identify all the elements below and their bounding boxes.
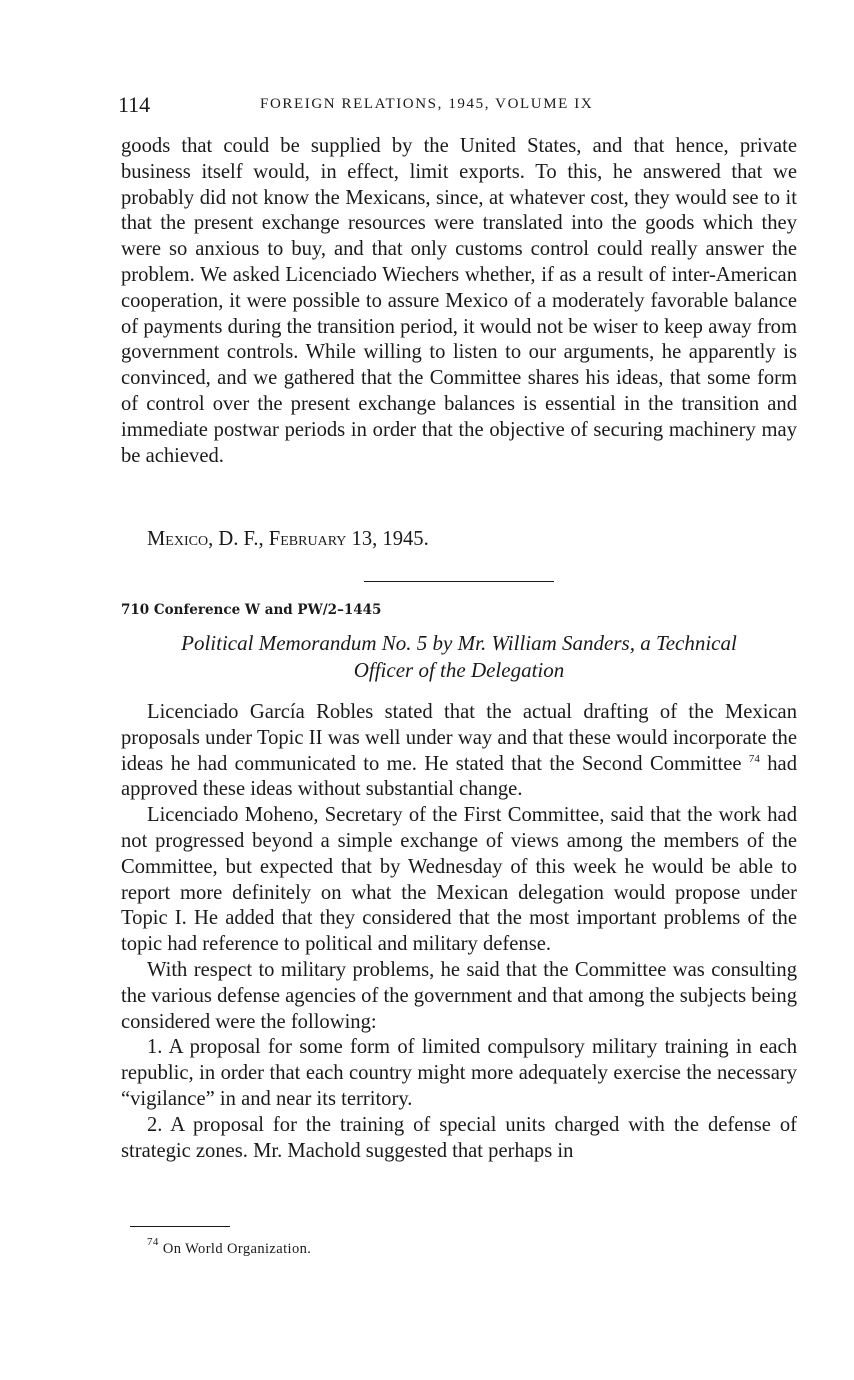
memo-paragraph-1-text: Licenciado García Robles stated that the actual drafting of the Mexican proposals under Topic II was well under way and that these would incorporate the ideas he had communicated to me. He stated that the Second Committee bbox=[121, 701, 797, 775]
running-title: FOREIGN RELATIONS, 1945, VOLUME IX bbox=[260, 96, 594, 112]
dateline: Mexico, D. F., February 13, 1945. bbox=[147, 528, 429, 550]
footnote-reference: 74 bbox=[748, 752, 760, 765]
memo-paragraph-1-rest: had approved these ideas without substantial change. bbox=[121, 752, 797, 801]
footnote-rule bbox=[130, 1226, 230, 1227]
memo-title-line-2: Officer of the Delegation bbox=[353, 658, 565, 682]
continuation-paragraph: goods that could be supplied by the United States, and that hence, private business itself would, in effect, limit exports. To this, he answered that we probably did not know the Mexicans, since, at whatever cost, they would see to it that the present exchange resources were translated into the goods which they were so anxious to buy, and that only customs control could really answer the problem. We asked Licenciado Wiechers whether, if as a result of inter-American cooperation, it were possible to assure Mexico of a moderately favorable balance of payments during the transition period, it would not be wiser to keep away from government controls. While willing to listen to our arguments, he apparently is convinced, and we gathered that the Committee shares his ideas, that some form of control over the present exchange balances is essential in the transition and immediate postwar periods in order that the objective of securing machinery may be achieved. bbox=[121, 135, 797, 467]
memo-paragraph-3: With respect to military problems, he said that the Committee was consulting the various defense agencies of the government and that among the subjects being considered were the following: bbox=[121, 958, 797, 1033]
footnote-marker: 74 bbox=[147, 1236, 159, 1248]
memo-paragraph-2: Licenciado Moheno, Secretary of the First Committee, said that the work had not progressed beyond a simple exchange of views among the members of the Committee, but expected that by Wednesday of this week he would be able to report more definitely on what the Mexican delegation would propose under Topic I. He added that they considered that the most important problems of the topic had reference to political and military defense. bbox=[121, 804, 797, 956]
running-head bbox=[118, 92, 798, 120]
memo-list-item-2: 2. A proposal for the training of special units charged with the defense of strategic zones. Mr. Machold suggested that perhaps in bbox=[121, 1113, 797, 1162]
section-divider bbox=[364, 581, 554, 582]
document-file-number: 710 Conference W and PW/2–1445 bbox=[121, 602, 382, 618]
memo-title bbox=[121, 630, 797, 684]
memo-paragraph-1 bbox=[121, 700, 797, 803]
memo-body bbox=[121, 700, 797, 1164]
memo-list-item-1: 1. A proposal for some form of limited compulsory military training in each republic, in order that each country might more adequately exercise the necessary “vigilance” in and near its territory. bbox=[121, 1036, 797, 1110]
continuation-text bbox=[121, 134, 797, 469]
footnote-text: On World Organization. bbox=[158, 1241, 312, 1257]
footnote bbox=[147, 1236, 312, 1258]
page-number: 114 bbox=[118, 92, 151, 117]
memo-title-line-1: Political Memorandum No. 5 by Mr. William Sanders, a Technical bbox=[181, 631, 737, 655]
